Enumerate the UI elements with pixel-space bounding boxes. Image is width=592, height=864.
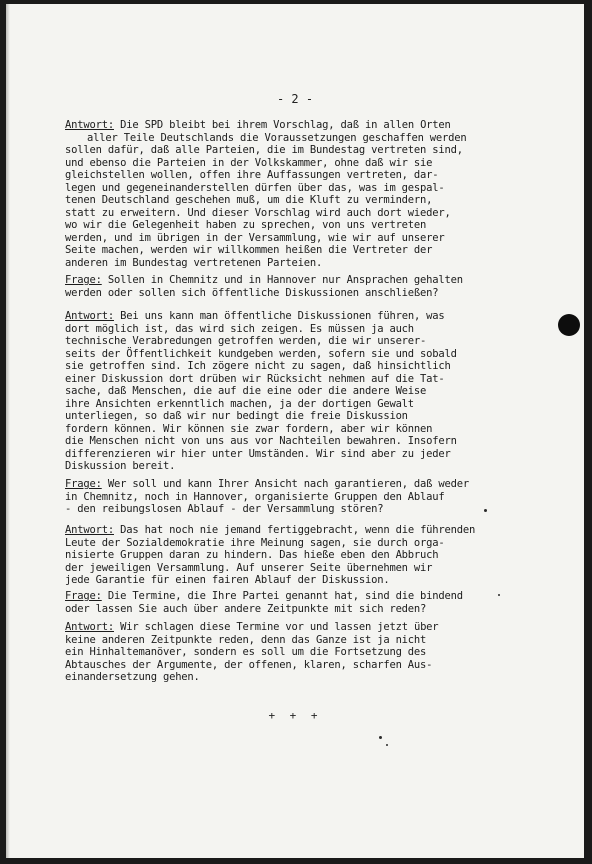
speaker-label: Antwort: <box>65 621 114 633</box>
speaker-label: Frage: <box>65 274 102 286</box>
ink-speck <box>379 736 382 739</box>
speaker-label: Frage: <box>65 590 102 602</box>
answer-paragraph: Antwort: Bei uns kann man öffentliche Diskussionen führen, was dort möglich ist, das wird sich zeigen. Es müssen ja auch technische Verabredungen getroffen werden, die wir unserer- seits der Öffentlichkeit kundgeben werden, sofern sie und sobald sie getroffen sind. Ich zögere nicht zu sagen, daß hinsichtlich einer Diskussion dort drüben wir Rücksicht nehmen auf die Tat- sache, daß Menschen, die auf die eine oder die andere Weise ihre Ansichten erkenntlich machen, ja der dortigen Gewalt unterliegen, so daß wir nur bedingt die freie Diskussion fordern können. Wir können sie zwar fordern, aber wir können die Menschen nicht von uns aus vor Nachteilen bewahren. Insofern differenzieren wir hier unter Umständen. Wir sind aber zu jeder Diskussion bereit. <box>65 310 457 472</box>
page-edge-shadow <box>6 4 10 858</box>
answer-paragraph: Antwort: Die SPD bleibt bei ihrem Vorschlag, daß in allen Orten aller Teile Deutschlands die Voraussetzungen geschaffen werden sollen dafür, daß alle Parteien, die im Bundestag vertreten sind, und ebenso die Parteien in der Volkskammer, ohne daß wir sie gleichstellen wollen, offen ihre Auffassungen vertreten, dar- legen und gegeneinanderstellen dürfen über das, was im gespal- tenen Deutschland geschehen muß, um die Kluft zu vermindern, statt zu erweitern. Und dieser Vorschlag wird auch dort wieder, wo wir die Gelegenheit haben zu sprechen, von uns vertreten werden, und im übrigen in der Versammlung, wie wir auf unserer Seite machen, werden wir willkommen heißen die Vertreter der anderen im Bundestag vertretenen Parteien. <box>65 119 467 269</box>
ink-speck <box>484 509 487 512</box>
question-paragraph: Frage: Sollen in Chemnitz und in Hannover nur Ansprachen gehalten werden oder sollen sich öffentliche Diskussionen anschließen? <box>65 274 463 299</box>
punch-hole <box>558 314 580 336</box>
answer-paragraph: Antwort: Wir schlagen diese Termine vor und lassen jetzt über keine anderen Zeitpunkte reden, denn das Ganze ist ja nicht ein Hinhaltemanöver, sondern es soll um die Fortsetzung des Abtausches der Argumente, der offenen, klaren, scharfen Aus- einandersetzung gehen. <box>65 621 439 683</box>
ink-speck <box>498 594 500 596</box>
end-marks: + + + <box>268 709 322 722</box>
page-number: - 2 - <box>276 92 314 106</box>
ink-speck <box>386 744 388 746</box>
answer-paragraph: Antwort: Das hat noch nie jemand fertiggebracht, wenn die führenden Leute der Sozialdemokratie ihre Meinung sagen, sie durch orga- nisierte Gruppen daran zu hindern. Das hieße eben den Abbruch der jeweiligen Versammlung. Auf unserer Seite übernehmen wir jede Garantie für einen fairen Ablauf der Diskussion. <box>65 524 476 586</box>
speaker-label: Frage: <box>65 478 102 490</box>
speaker-label: Antwort: <box>65 524 114 536</box>
speaker-label: Antwort: <box>65 119 114 131</box>
question-paragraph: Frage: Die Termine, die Ihre Partei genannt hat, sind die bindend oder lassen Sie auch über andere Zeitpunkte mit sich reden? <box>65 590 463 615</box>
question-paragraph: Frage: Wer soll und kann Ihrer Ansicht nach garantieren, daß weder in Chemnitz, noch in Hannover, organisierte Gruppen den Ablauf - den reibungslosen Ablauf - der Versammlung stören? <box>65 478 470 515</box>
document-page <box>6 4 584 858</box>
speaker-label: Antwort: <box>65 310 114 322</box>
